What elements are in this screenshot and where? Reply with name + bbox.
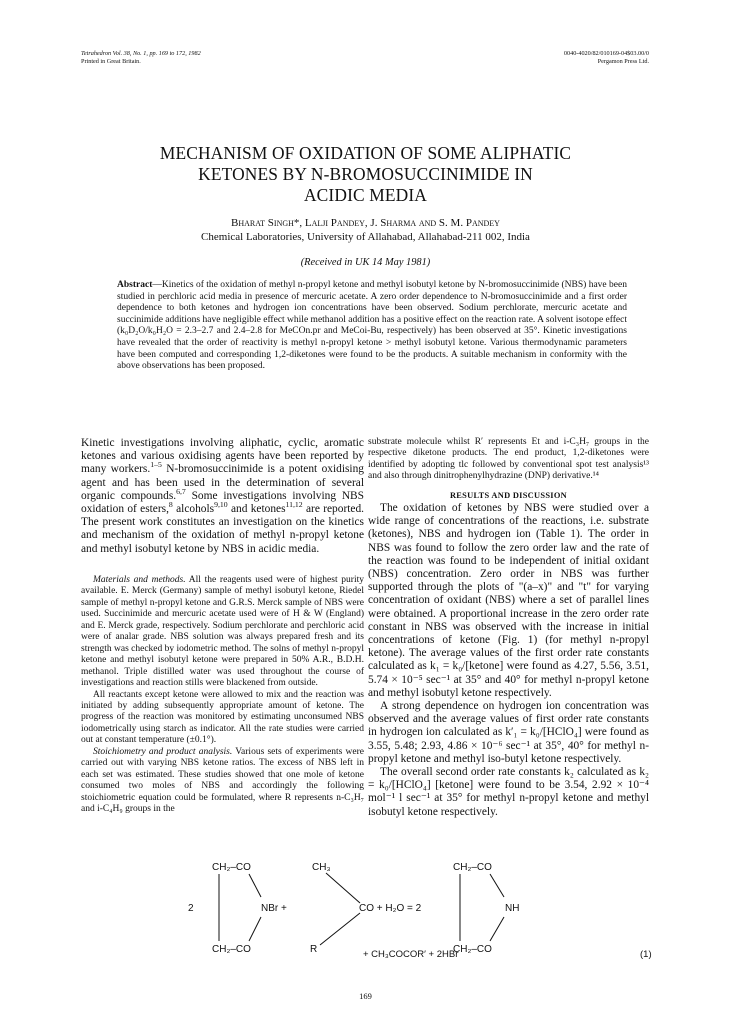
methods-label: Materials and methods. [93,575,186,585]
r-group-label: R [310,944,318,955]
product-bottom-group: CH₂–CO [453,944,492,955]
reactant-bottom-group: CH₂–CO [212,944,251,955]
equation-number: (1) [640,949,652,960]
scheme-middle: CO + H₂O = 2 [359,903,422,914]
abstract [117,280,627,373]
author-block [0,216,731,244]
nbr-label: NBr + [261,903,287,914]
publisher: Pergamon Press Ltd. [597,58,649,65]
affiliation: Chemical Laboratories, University of Allahabad, Allahabad-211 002, India [201,231,530,243]
author-names: Bharat Singh*, Lalji Pandey, J. Sharma and S. M. Pandey [231,217,500,229]
scheme-line2: + CH₃COCOR′ + 2HBr [363,949,459,960]
page-number: 169 [359,991,372,1001]
printed-note: Printed in Great Britain. [81,58,141,65]
product-top-group: CH₂–CO [453,862,492,873]
results-text: The oxidation of ketones by NBS were studied over a wide range of concentrations of the reactions, i.e. substrate (ketones), NBS and hydrogen ion (Table 1). The order in NBS was found to follow the zero order law and the rate of the reaction was found to be independent of initial oxidant (NBS) concentration. Zero order in NBS was further supported through the plots of "(a–x)" and "t" for varying concentration of oxidant (NBS) where a set of parallel lines were obtained. A proportional increase in the zero order rate constant in NBS was observed with the increase in initial concentrations of ketone (Fig. 1) (for methyl n-propyl ketone). The average values of the first order rate constants calculated as k₁ = k₀/[ketone] were found as 4.27, 5.56, 3.51, 5.74 × 10⁻⁵ sec⁻¹ at 35° and 40° for methyl n-propyl ketone and methyl isobutyl ketone respectively. A strong dependence on hydrogen ion concentration was observed and the average values of first order rate constants in hydrogen ion calculated as k′₁ = k₀/[HClO₄] were found as 3.55, 5.48; 2.93, 4.86 × 10⁻⁶ sec⁻¹ at 35°, 40° for methyl n-propyl ketone and methyl iso-butyl ketone respectively. The overall second order rate constants k₂ calculated as k₂ = k₀/[HClO₄] [ketone] were found to be 3.54, 2.92 × 10⁻⁴ mol⁻¹ l sec⁻¹ at 35° for methyl n-propyl ketone and methyl isobutyl ketone respectively. [368,502,649,818]
results-heading: RESULTS AND DISCUSSION [449,491,568,500]
intro-paragraph: Kinetic investigations involving aliphatic, cyclic, aromatic ketones and various oxidising agents have been reported by many workers.$^{1-5}$ N-bromosuccinimide is a potent oxidising agent and has been used in the determination of several organic compounds.$^{6,7}$ Some investigations involving NBS oxidation of esters,$^8$ alcohols$^{9,10}$ and ketones$^{11,12}$ are reported. The present work constitutes an investigation on the kinetics and mechanism of the oxidation of methyl n-propyl ketone and methyl isobutyl ketone by NBS in acidic media. [81,437,364,555]
abstract-label: Abstract [117,280,153,290]
product-analysis-cont: substrate molecule whilst R′ represents Et and i-C₃H₇ groups in the respective diketone products. The end product, 1,2-diketones were identified by adopting tlc followed by conventional spot test analysis¹³ and also through dinitrophenylhydrazine (DNP) derivative.¹⁴ [368,437,649,482]
article-code: 0040-4020/82/010169-04$03.00/0 [563,50,649,57]
article-title: MECHANISM OF OXIDATION OF SOME ALIPHATIC KETONES BY N-BROMOSUCCINIMIDE IN ACIDIC MEDIA [159,143,572,205]
abstract-text: —Kinetics of the oxidation of methyl n-propyl ketone and methyl isobutyl ketone by N-bromosuccinimide (NBS) have been studied in perchloric acid media in presence of mercuric acetate. A zero order dependence to N-bromosuccinimide and a first order dependence to both ketones and hydrogen ion concentrations have been observed. Sodium perchlorate, mercuric acetate and succinimide additions have negligible effect while methanol addition has a positive effect on the reaction rate. A solvent isotope effect (k₀D₂O/k₀H₂O = 2.3–2.7 and 2.4–2.8 for MeCOn.pr and MeCoi-Bu, respectively) has been observed at 35°. Kinetic investigations have revealed that the order of reactivity is methyl n-propyl ketone > methyl isobutyl ketone. Various thermodynamic parameters have been computed and corresponding 1,2-diketones were found to be the products. A suitable mechanism in conformity with the above observations has been proposed. [117,280,627,372]
scheme-coefficient: 2 [188,903,194,914]
stoich-label: Stoichiometry and product analysis. [93,746,233,757]
methyl-label: CH₃ [312,862,331,873]
reactant-top-group: CH₂–CO [212,862,251,873]
methods-section: Materials and methods. All the reagents used were of highest purity available. E. Merck (Germany) sample of methyl isobutyl ketone, Riedel sample of methyl n-propyl ketone and G.R.S. Merck sample of NBS were used. Succinimide and mercuric acetate used were of H & W (England) and E. Merck grade, respectively. Sodium perchlorate and perchloric acid were of analar grade. NBS solution was always prepared fresh and its strength was checked by iodometric method. The solns of methyl n-propyl ketone and methyl isobutyl ketone were prepared in 50% A.R., B.D.H. methanol. Triple distilled water was used throughout the course of investigations and reaction stills were blackened from outside. All reactants except ketone were allowed to mix and the reaction was initiated by adding subsequently appropriate amount of ketone. The progress of the reaction was monitored by estimating unconsumed NBS iodometrically using starch as indicator. All the rate studies were carried out at constant temperature (±0.1°). Stoichiometry and product analysis. Various sets of experiments were carried out with varying NBS ketone ratios. The excess of NBS left in each set was estimated. These studies showed that one mole of ketone consumed two moles of NBS and accordingly the following stoichiometric equation could be formulated, where R represents n-C₃H₇ and i-C₄H₉ groups in the [81,575,365,815]
nh-label: NH [505,903,520,914]
received-date: (Received in UK 14 May 1981) [300,257,431,268]
journal-citation: Tetrahedron Vol. 38, No. 1, pp. 169 to 172, 1982 [81,50,201,57]
